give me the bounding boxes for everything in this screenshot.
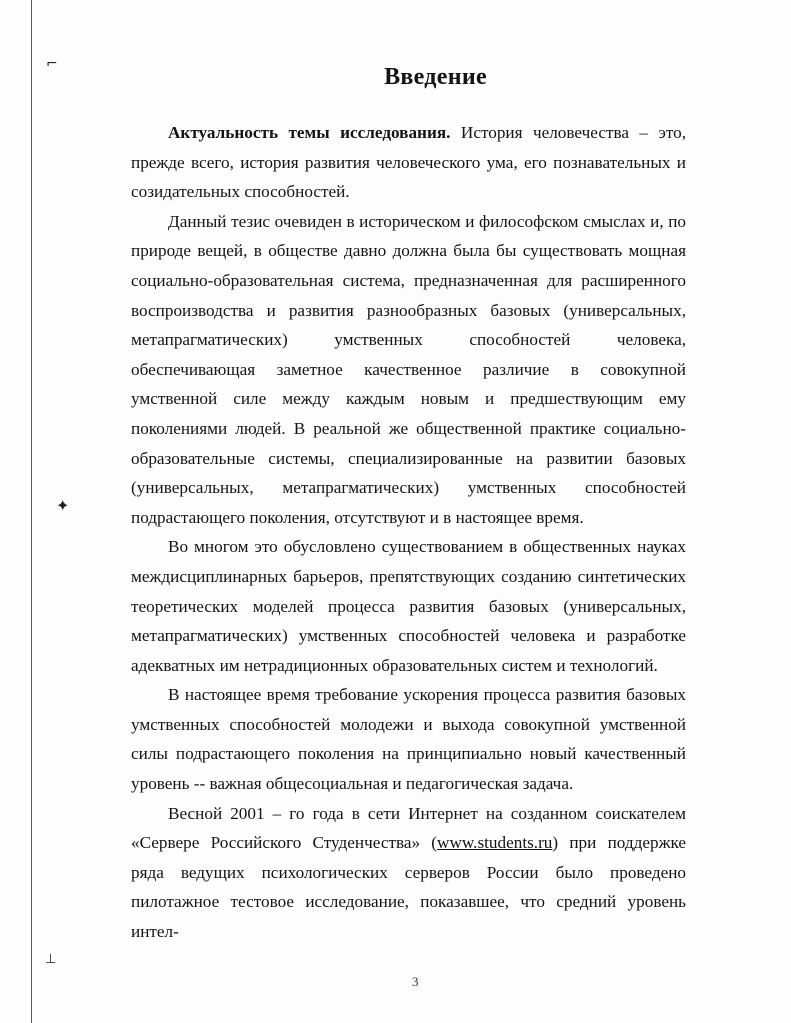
- scan-edge-line: [31, 0, 32, 1023]
- corner-mark-icon: ⌐: [46, 56, 58, 72]
- paragraph-4: [131, 680, 686, 798]
- website-link[interactable]: www.students.ru: [437, 833, 553, 853]
- paragraph-5-text-after: ) при поддержке ряда ведущих психологических серверов России было проведено пилотажное тестовое исследование, показавшее, что средний уровень интел-: [131, 833, 686, 942]
- paragraph-3-text: Во многом это обусловлено существованием в общественных науках междисциплинарных барьеров, препятствующих созданию синтетических теоретических моделей процесса развития базовых (универсальных, метапрагматических) умственных способностей человека и разработке адекватных им нетрадиционных образовательных систем и технологий.: [131, 537, 686, 675]
- registration-mark-icon: ⊥: [45, 952, 57, 967]
- page-number: 3: [412, 974, 419, 989]
- paragraph-1-lead: Актуальность темы исследования.: [168, 123, 451, 142]
- paragraph-1: [131, 118, 686, 207]
- paragraph-2-text: Данный тезис очевиден в историческом и философском смыслах и, по природе вещей, в обществе давно должна была бы существовать мощная социально-образовательная система, предназначенная для расширенного воспроизводства и развития разнообразных базовых (универсальных, метапрагматических) умственных способностей человека, обеспечивающая заметное качественное различие в совокупной умственной силе между каждым новым и предшествующим ему поколениями людей. В реальной же общественной практике социально-образовательные системы, специализированные на развитии базовых (универсальных, метапрагматических) умственных способностей подрастающего поколения, отсутствуют и в настоящее время.: [131, 211, 686, 527]
- binding-arrow-icon: ✦: [56, 496, 70, 515]
- paragraph-1-text: История человечества – это, прежде всего, история развития человеческого ума, его познавательных и созидательных способностей.: [131, 123, 687, 202]
- paragraph-5-text-before: Весной 2001 – го года в сети Интернет на созданном соискателем «Сервере Российского Студенчества» (: [131, 803, 686, 853]
- paragraph-5: [131, 799, 686, 947]
- body-text: [131, 118, 686, 947]
- page-title: Введение: [384, 64, 487, 90]
- paragraph-2: [131, 207, 686, 533]
- paragraph-4-text: В настоящее время требование ускорения процесса развития базовых умственных способностей молодежи и выхода совокупной умственной силы подрастающего поколения на принципиально новый качественный уровень -- важная общесоциальная и педагогическая задача.: [131, 685, 686, 794]
- paragraph-3: [131, 532, 686, 680]
